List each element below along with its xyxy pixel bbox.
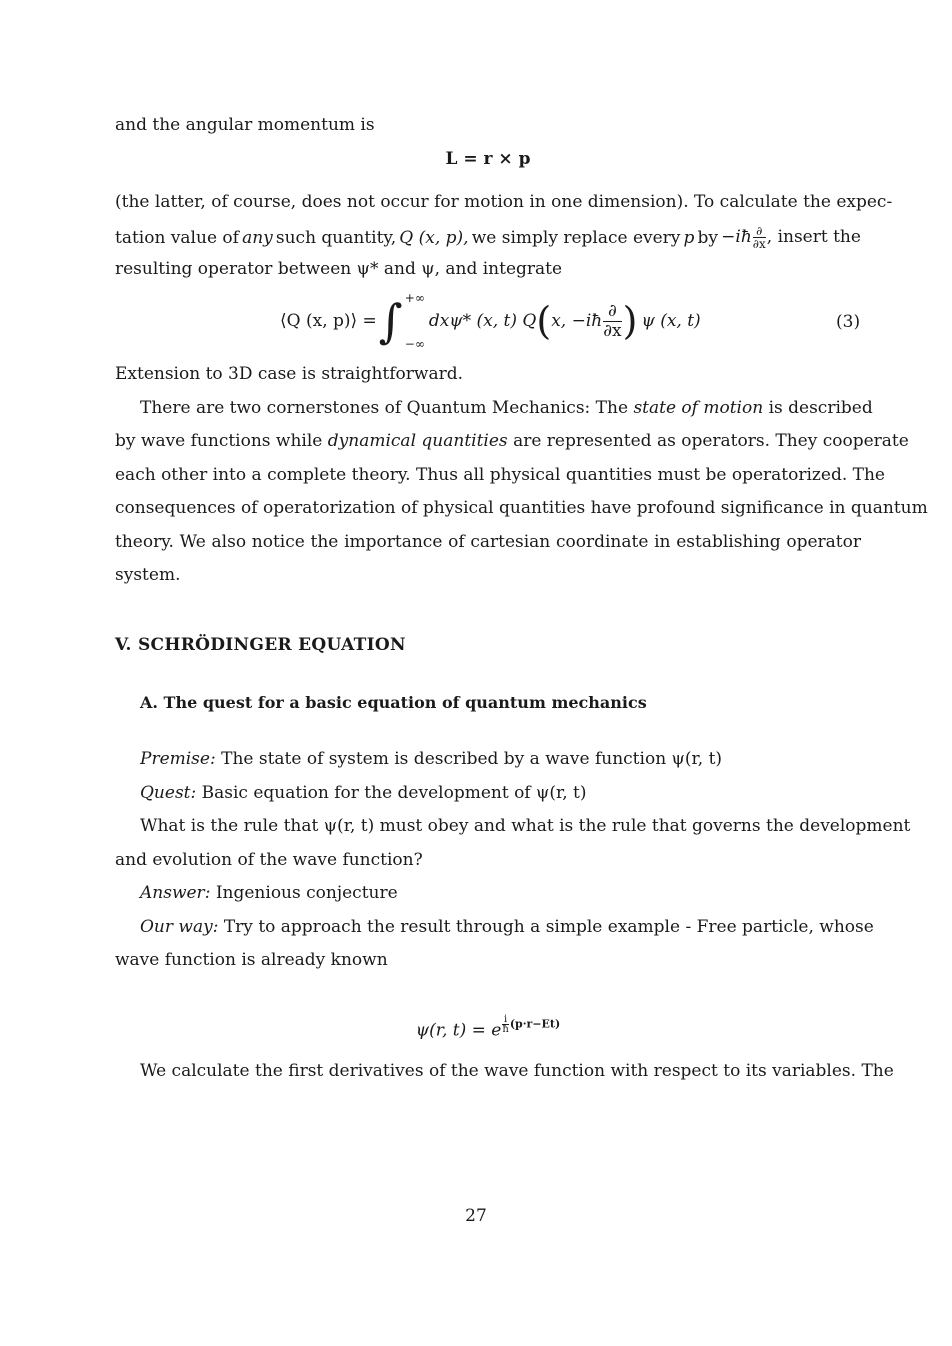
quest-line bbox=[140, 782, 861, 804]
premise-line bbox=[140, 748, 861, 770]
premise-text: The state of system is described by a wave function ψ(r, t) bbox=[221, 749, 723, 769]
fraction-numerator: i bbox=[503, 1014, 508, 1025]
exponent-body: (p·r−Et) bbox=[509, 1017, 561, 1031]
text-span: is described bbox=[768, 398, 873, 418]
integral-limits bbox=[405, 291, 425, 351]
text-span: , insert the bbox=[766, 227, 861, 247]
paragraph-line: resulting operator between ψ* and ψ, and integrate bbox=[115, 259, 563, 279]
operator-argument: x, −iħ bbox=[551, 311, 603, 331]
inline-math-q: Q (x, p), bbox=[399, 227, 469, 248]
inline-operator bbox=[721, 225, 861, 250]
text-span: we simply replace every bbox=[471, 227, 681, 248]
ourway-line bbox=[140, 916, 874, 938]
operator-prefix: −iħ bbox=[721, 227, 752, 247]
paragraph-line: consequences of operatorization of physical quantities have profound significance in quantum bbox=[115, 498, 928, 518]
equation-lhs: ⟨Q (x, p)⟩ = bbox=[280, 311, 377, 331]
paragraph-line: and the angular momentum is bbox=[115, 115, 375, 135]
paragraph-line bbox=[115, 225, 861, 250]
paragraph-line: wave function is already known bbox=[115, 950, 388, 970]
paragraph-line: Extension to 3D case is straightforward. bbox=[115, 364, 463, 384]
quest-label: Quest: bbox=[140, 783, 197, 803]
right-paren: ) bbox=[622, 299, 638, 343]
text-span: by wave functions while bbox=[115, 431, 323, 451]
fraction-denominator: ∂x bbox=[603, 320, 622, 341]
paragraph-line bbox=[115, 430, 909, 452]
text-span: tation value of bbox=[115, 227, 239, 248]
inline-fraction bbox=[753, 225, 766, 250]
equation-lhs: ψ(r, t) = e bbox=[415, 1020, 502, 1041]
upper-limit: +∞ bbox=[404, 291, 425, 305]
equation-angular-momentum: L = r × p bbox=[445, 149, 531, 169]
fraction-denominator: ∂x bbox=[752, 237, 766, 251]
paragraph-line: What is the rule that ψ(r, t) must obey and what is the rule that governs the development bbox=[140, 816, 911, 836]
paragraph-line: We calculate the first derivatives of the wave function with respect to its variables. The bbox=[140, 1061, 894, 1081]
ourway-label: Our way: bbox=[140, 917, 219, 937]
emphasis-any: any bbox=[242, 227, 273, 248]
equation-free-particle bbox=[115, 1015, 861, 1042]
wavefunction: ψ (x, t) bbox=[641, 311, 701, 331]
exponent-fraction bbox=[502, 1015, 508, 1034]
answer-label: Answer: bbox=[140, 883, 211, 903]
ourway-text: Try to approach the result through a simple example - Free particle, whose bbox=[223, 917, 874, 937]
text-span: There are two cornerstones of Quantum Mechanics: The bbox=[140, 398, 629, 418]
paragraph-line: system. bbox=[115, 565, 181, 585]
paragraph-line: each other into a complete theory. Thus all physical quantities must be operatorized. The bbox=[115, 465, 885, 485]
premise-label: Premise: bbox=[140, 749, 216, 769]
quest-text: Basic equation for the development of ψ(r, t) bbox=[201, 783, 587, 803]
subsection-heading: A. The quest for a basic equation of quantum mechanics bbox=[140, 693, 647, 712]
fraction-numerator: ∂ bbox=[753, 225, 766, 238]
text-span: such quantity, bbox=[275, 227, 397, 248]
answer-line bbox=[140, 882, 861, 904]
emphasis-state-of-motion: state of motion bbox=[633, 398, 764, 418]
answer-text: Ingenious conjecture bbox=[215, 883, 398, 903]
left-paren: ( bbox=[536, 299, 552, 343]
paragraph-line bbox=[140, 397, 873, 419]
inline-math-p: p bbox=[683, 227, 695, 248]
page-number: 27 bbox=[465, 1206, 487, 1226]
emphasis-dynamical-quantities: dynamical quantities bbox=[327, 431, 508, 451]
integrand: dxψ* (x, t) Q bbox=[428, 311, 537, 331]
fraction-numerator: ∂ bbox=[603, 302, 621, 322]
text-span: are represented as operators. They cooperate bbox=[513, 431, 909, 451]
paragraph-line: and evolution of the wave function? bbox=[115, 850, 423, 870]
text-span: by bbox=[697, 227, 719, 248]
integral-sign: ∫ bbox=[378, 294, 403, 348]
equation-number: (3) bbox=[836, 312, 861, 332]
partial-fraction bbox=[603, 302, 621, 341]
lower-limit: −∞ bbox=[404, 337, 425, 351]
fraction-denominator: ħ bbox=[502, 1024, 509, 1035]
exponent bbox=[501, 1015, 560, 1034]
paragraph-line: theory. We also notice the importance of cartesian coordinate in establishing operator bbox=[115, 532, 861, 552]
equation-expectation-value bbox=[280, 286, 701, 356]
paragraph-line: (the latter, of course, does not occur for motion in one dimension). To calculate the expec- bbox=[115, 192, 893, 212]
section-heading: V. SCHRÖDINGER EQUATION bbox=[115, 635, 406, 655]
